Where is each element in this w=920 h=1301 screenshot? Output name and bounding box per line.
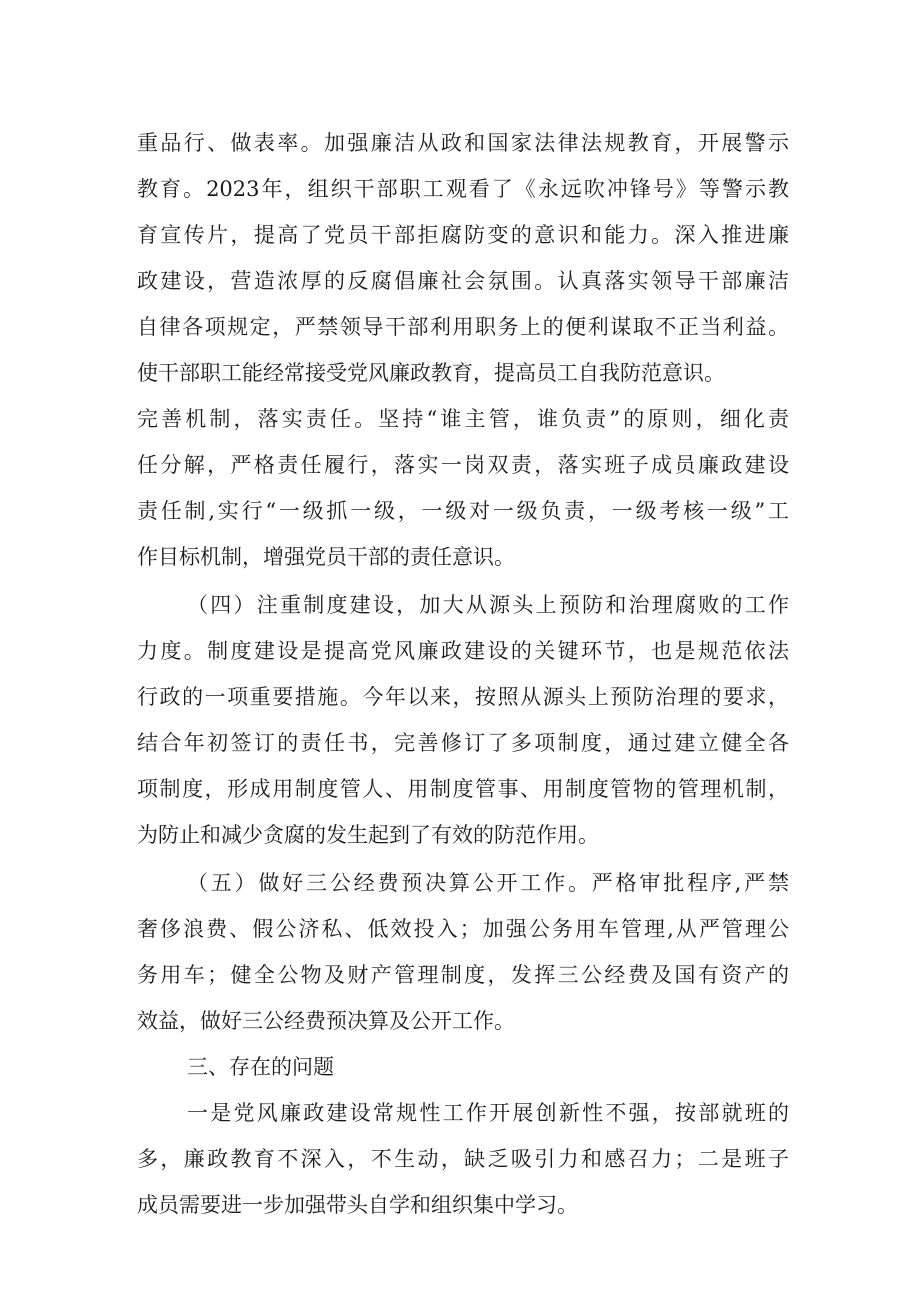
text-line: 成员需要进一步加强带头自学和组织集中学习。 <box>137 1193 578 1217</box>
text-line: 自律各项规定，严禁领导干部利用职务上的便利谋取不正当利益。 <box>137 315 789 339</box>
text-line: 使干部职工能经常接受党风廉政教育，提高员工自我防范意识。 <box>137 361 725 385</box>
text-line: 任分解，严格责任履行，落实一岗双责，落实班子成员廉政建设 <box>137 453 789 477</box>
text-line: 完善机制，落实责任。坚持“谁主管，谁负责”的原则，细化责 <box>137 407 789 431</box>
text-line: 教育。2023年，组织干部职工观看了《永远吹冲锋号》等警示教 <box>137 177 789 201</box>
text-line: （四）注重制度建设，加大从源头上预防和治理腐败的工作 <box>187 593 789 617</box>
text-line: （五）做好三公经费预决算公开工作。严格审批程序,严禁 <box>187 871 789 895</box>
text-line: 项制度，形成用制度管人、用制度管事、用制度管物的管理机制， <box>137 777 789 801</box>
text-line: 多，廉政教育不深入，不生动，缺乏吸引力和感召力；二是班子 <box>137 1147 789 1171</box>
paragraph-problems <box>137 1090 789 1228</box>
document-body <box>137 120 789 1228</box>
text-line: 行政的一项重要措施。今年以来，按照从源头上预防治理的要求， <box>137 685 789 709</box>
text-line: 务用车；健全公物及财产管理制度，发挥三公经费及国有资产的 <box>137 963 789 987</box>
text-line: 结合年初签订的责任书，完善修订了多项制度，通过建立健全各 <box>137 731 789 755</box>
paragraph-discipline-education <box>137 120 789 580</box>
text-line: 力度。制度建设是提高党风廉政建设的关键环节，也是规范依法 <box>137 639 789 663</box>
text-line: 育宣传片，提高了党员干部拒腐防变的意识和能力。深入推进廉 <box>137 223 789 247</box>
text-line: 一是党风廉政建设常规性工作开展创新性不强，按部就班的 <box>187 1101 789 1125</box>
text-line: 为防止和减少贪腐的发生起到了有效的防范作用。 <box>137 823 599 847</box>
text-line: 政建设，营造浓厚的反腐倡廉社会氛围。认真落实领导干部廉洁 <box>137 269 789 293</box>
text-line: 效益，做好三公经费预决算及公开工作。 <box>137 1009 515 1033</box>
text-line: 责任制,实行“一级抓一级，一级对一级负责，一级考核一级”工 <box>137 499 789 523</box>
paragraph-system-building <box>137 582 789 858</box>
text-line: 重品行、做表率。加强廉洁从政和国家法律法规教育，开展警示 <box>137 131 789 155</box>
text-line: 作目标机制，增强党员干部的责任意识。 <box>137 545 515 569</box>
paragraph-public-funds <box>137 860 789 1044</box>
text-line: 奢侈浪费、假公济私、低效投入；加强公务用车管理,从严管理公 <box>137 917 789 941</box>
section-heading: 三、存在的问题 <box>187 1055 334 1079</box>
